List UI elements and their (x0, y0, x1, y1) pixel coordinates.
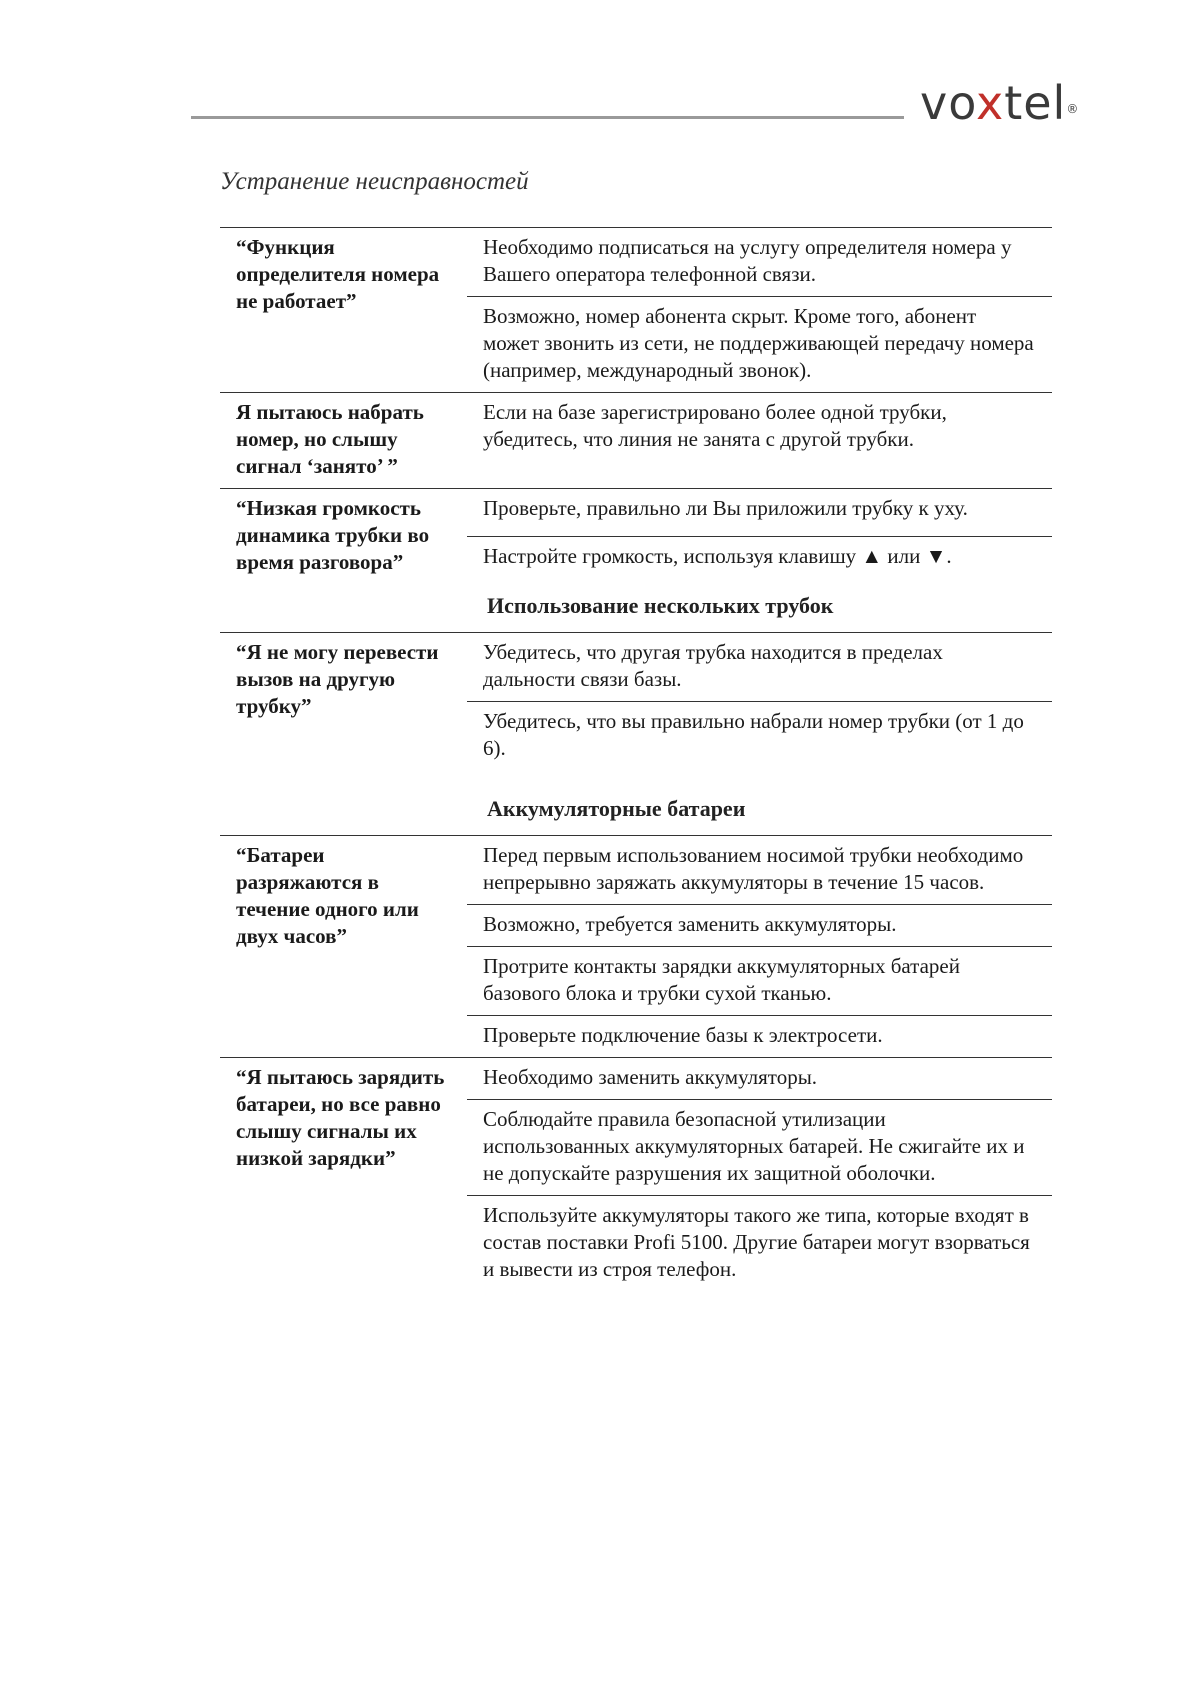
problem-cell: Я пытаюсь набрать номер, но слышу сигнал ‘занято’ ” (220, 393, 467, 489)
problem-cell: “Я не могу перевести вызов на другую трубку” (220, 633, 467, 771)
solution-cell: Возможно, номер абонента скрыт. Кроме того, абонент может звонить из сети, не поддерживающей передачу номера (например, международный звонок). (467, 297, 1052, 393)
solution-cell: Если на базе зарегистрировано более одной трубки, убедитесь, что линия не занята с другой трубки. (467, 393, 1052, 489)
table-row (220, 489, 1052, 537)
solution-cell: Проверьте подключение базы к электросети. (467, 1016, 1052, 1058)
section-title-handsets: Использование нескольких трубок (487, 593, 834, 618)
solution-cell: Протрите контакты зарядки аккумуляторных батарей базового блока и трубки сухой тканью. (467, 947, 1052, 1016)
table-row (220, 393, 1052, 489)
solution-cell: Настройте громкость, используя клавишу ▲ или ▼. (467, 537, 1052, 584)
table-row (220, 1058, 1052, 1100)
solution-cell: Используйте аккумуляторы такого же типа, которые входят в состав поставки Profi 5100. Другие батареи могут взорваться и вывести из строя телефон. (467, 1196, 1052, 1292)
solution-cell: Убедитесь, что другая трубка находится в пределах дальности связи базы. (467, 633, 1052, 702)
problem-cell: “Батареи разряжаются в течение одного или двух часов” (220, 836, 467, 1058)
solution-cell: Проверьте, правильно ли Вы приложили трубку к уху. (467, 489, 1052, 537)
section-title-batteries: Аккумуляторные батареи (487, 796, 746, 821)
table-row (220, 633, 1052, 702)
problem-cell: “Я пытаюсь зарядить батареи, но все равно слышу сигналы их низкой зарядки” (220, 1058, 467, 1292)
solution-cell: Перед первым использованием носимой трубки необходимо непрерывно заряжать аккумуляторы в течение 15 часов. (467, 836, 1052, 905)
page-title: Устранение неисправностей (220, 168, 529, 195)
solution-cell: Возможно, требуется заменить аккумуляторы. (467, 905, 1052, 947)
solution-cell: Необходимо подписаться на услугу определителя номера у Вашего оператора телефонной связи. (467, 228, 1052, 297)
table-row (220, 228, 1052, 297)
problem-cell: “Функция определителя номера не работает” (220, 228, 467, 393)
troubleshooting-table-batteries (220, 835, 1052, 1291)
table-row (220, 836, 1052, 905)
solution-cell: Необходимо заменить аккумуляторы. (467, 1058, 1052, 1100)
troubleshooting-table-general (220, 227, 1052, 584)
header-rule (191, 116, 904, 119)
solution-cell: Соблюдайте правила безопасной утилизации использованных аккумуляторных батарей. Не сжигайте их и не допускайте разрушения их защитной оболочки. (467, 1100, 1052, 1196)
solution-cell: Убедитесь, что вы правильно набрали номер трубки (от 1 до 6). (467, 702, 1052, 771)
troubleshooting-table-handsets (220, 632, 1052, 770)
voxtel-logo: voxtel® (920, 76, 1080, 130)
problem-cell: “Низкая громкость динамика трубки во время разговора” (220, 489, 467, 585)
